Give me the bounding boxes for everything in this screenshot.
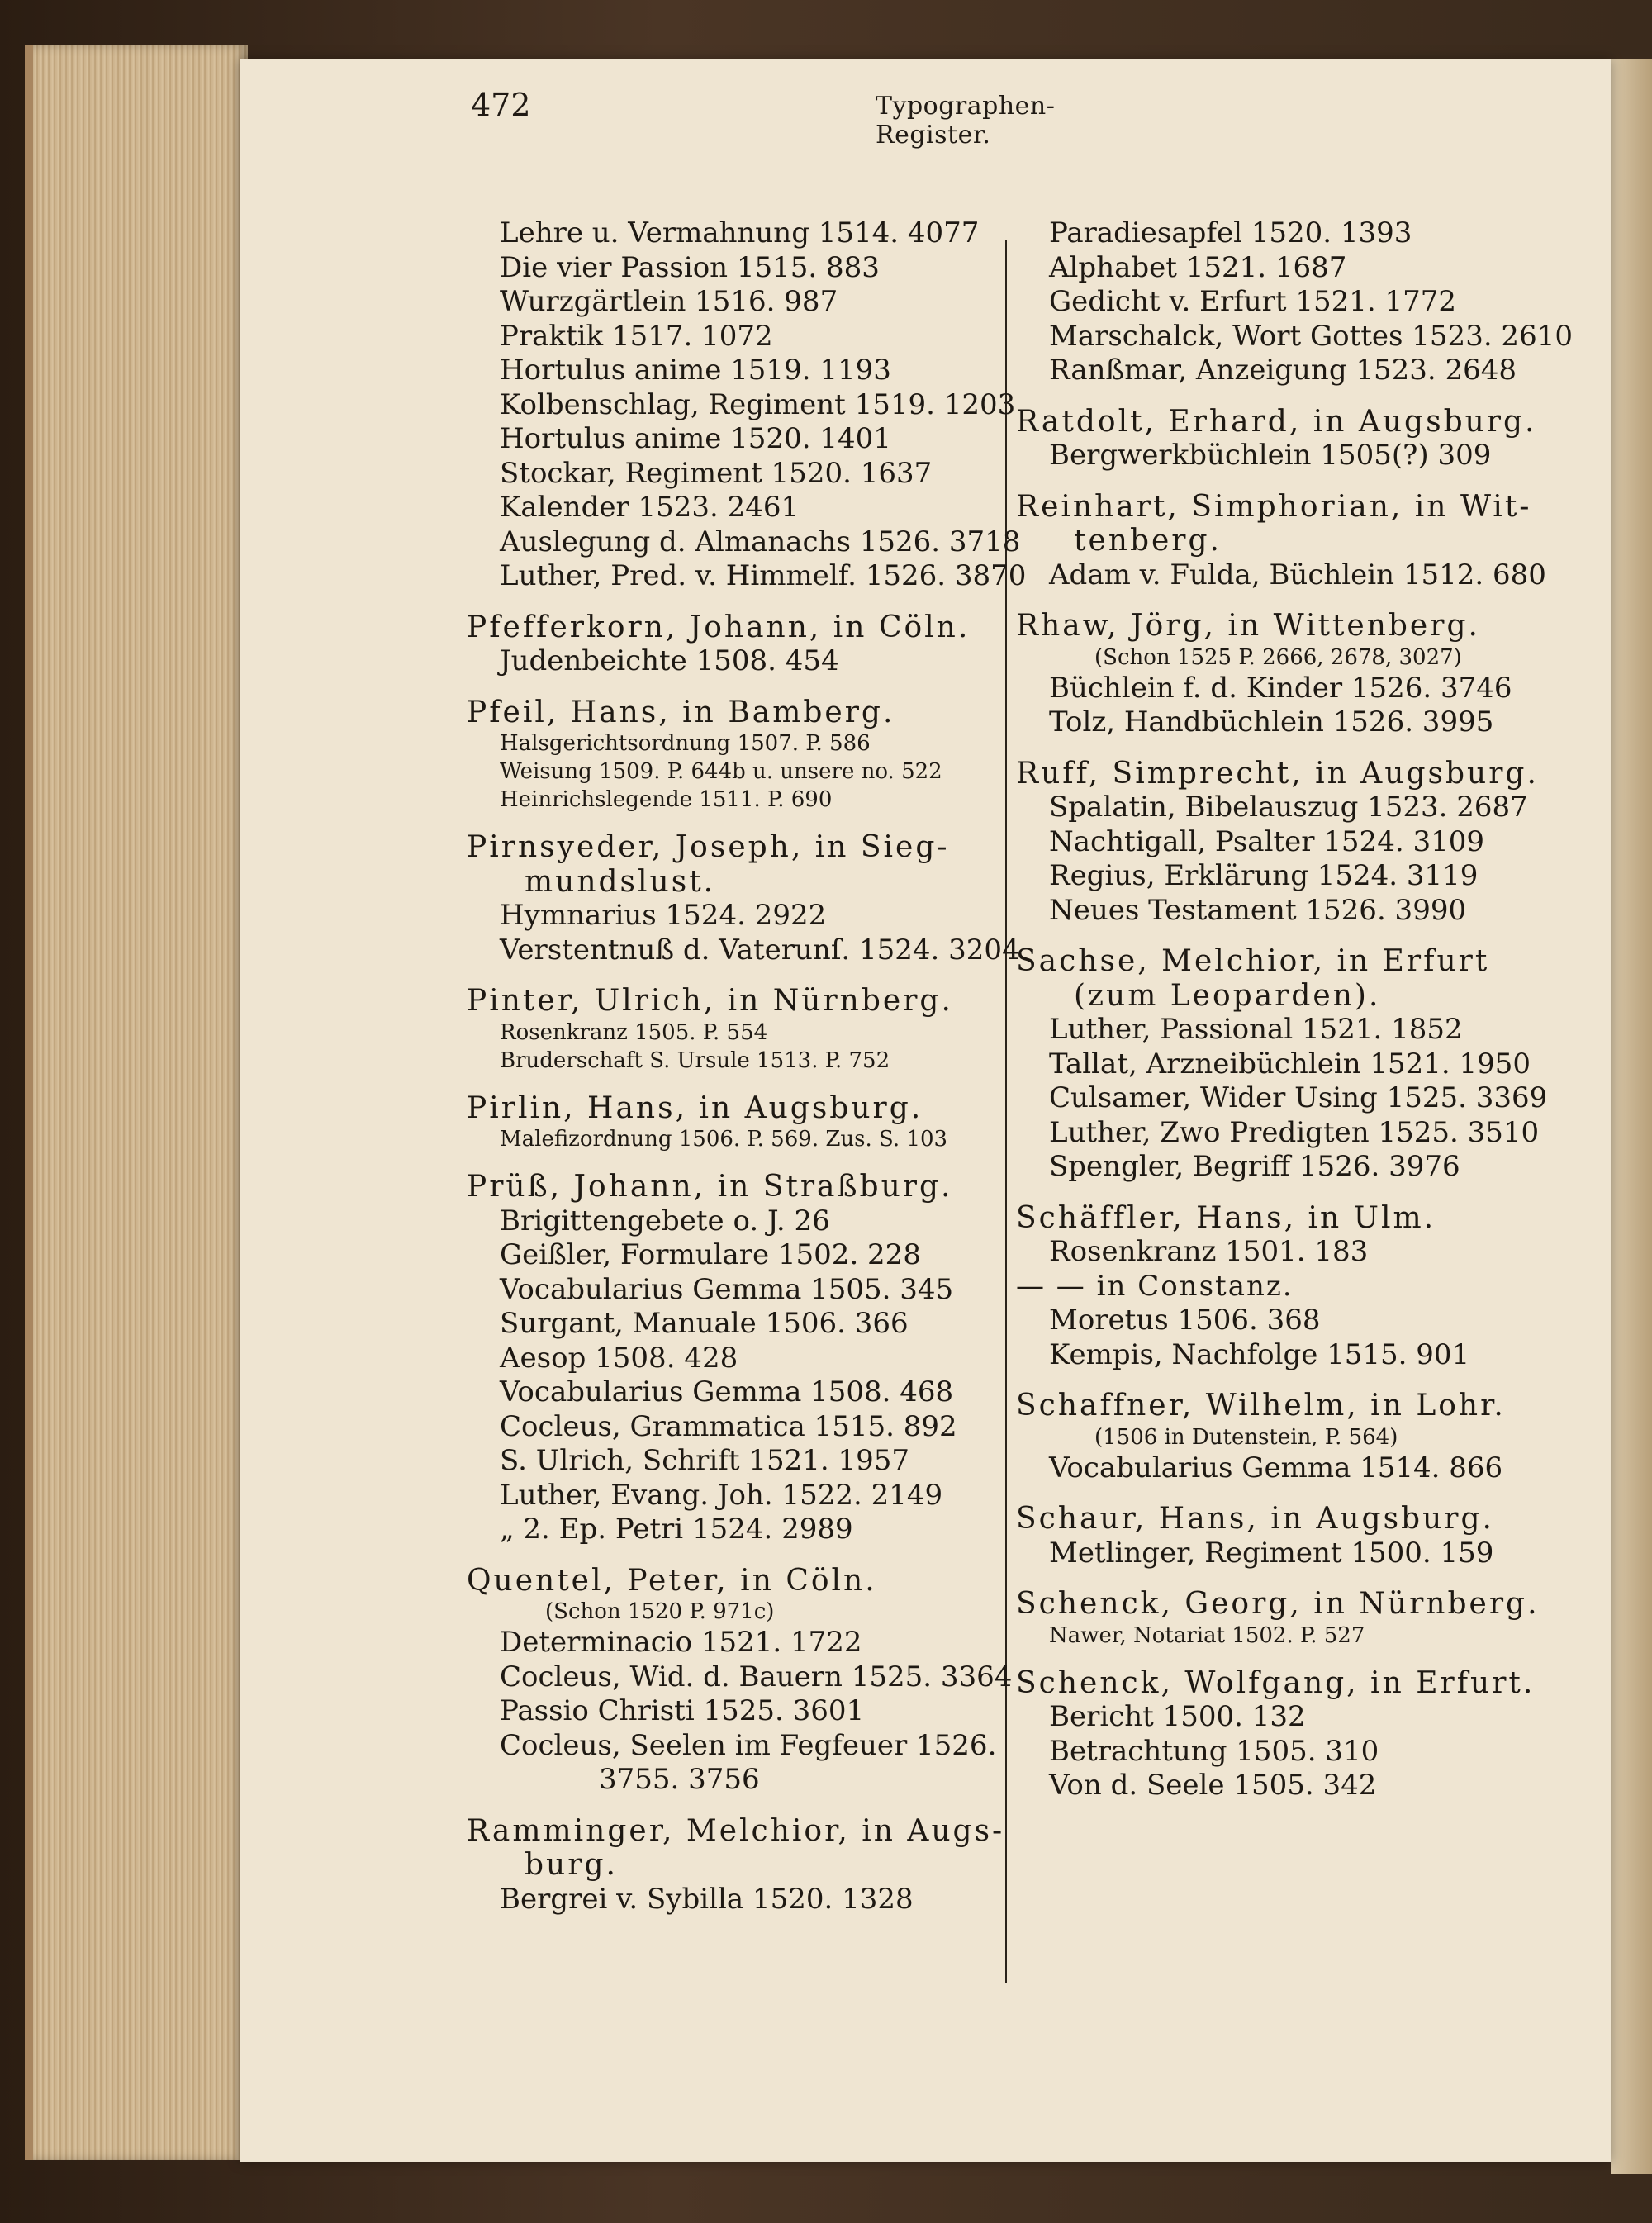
printer-heading: Ruff, Simprecht, in Augsburg. <box>1016 756 1539 791</box>
printer-heading: Ratdolt, Erhard, in Augsburg. <box>1016 404 1537 439</box>
entry-pinter <box>467 984 1012 1075</box>
work-line: Alphabet 1521. 1687 <box>1049 250 1347 284</box>
reference-note: Nawer, Notariat 1502. P. 527 <box>1049 1622 1365 1648</box>
printer-heading: Pfeil, Hans, in Bamberg. <box>467 695 895 729</box>
work-line: S. Ulrich, Schrift 1521. 1957 <box>500 1444 909 1477</box>
work-line: Wurzgärtlein 1516. 987 <box>500 285 838 318</box>
printer-heading-continued: (zum Leoparden). <box>1074 978 1381 1013</box>
entry-schaur <box>1016 1502 1594 1570</box>
work-line: Metlinger, Regiment 1500. 159 <box>1049 1536 1494 1570</box>
work-line: Kolbenschlag, Regiment 1519. 1203 <box>500 387 1016 421</box>
entry-pirnsyeder <box>467 830 1020 967</box>
work-line: Hortulus anime 1520. 1401 <box>500 422 891 455</box>
work-line: Vocabularius Gemma 1514. 866 <box>1049 1451 1503 1484</box>
entry-continued-works <box>1016 216 1594 388</box>
work-line: Praktik 1517. 1072 <box>500 319 773 353</box>
work-line: Cocleus, Wid. d. Bauern 1525. 3364 <box>500 1660 1013 1693</box>
printer-heading: Ramminger, Melchior, in Augs- <box>467 1813 1005 1848</box>
entry-reinhart <box>1016 490 1594 593</box>
printer-heading: Rhaw, Jörg, in Wittenberg. <box>1016 609 1480 643</box>
printer-heading: Schenck, Georg, in Nürnberg. <box>1016 1587 1540 1621</box>
work-line: Nachtigall, Psalter 1524. 3109 <box>1049 824 1484 858</box>
work-line: Gedicht v. Erfurt 1521. 1772 <box>1049 285 1457 318</box>
page-number: 472 <box>471 87 531 123</box>
reference-note: Heinrichslegende 1511. P. 690 <box>500 787 833 812</box>
work-line: Die vier Passion 1515. 883 <box>500 250 880 284</box>
work-line: Luther, Pred. v. Himmelf. 1526. 3870 <box>500 559 1027 592</box>
work-line: Verstentnuß d. Vaterunſ. 1524. 3204 <box>500 933 1020 967</box>
work-line: Vocabularius Gemma 1505. 345 <box>500 1272 954 1306</box>
printer-heading: Pinter, Ulrich, in Nürnberg. <box>467 984 953 1018</box>
printer-heading: Pirlin, Hans, in Augsburg. <box>467 1090 923 1125</box>
work-line: Adam v. Fulda, Büchlein 1512. 680 <box>1049 558 1546 591</box>
entry-pfefferkorn <box>467 610 1012 679</box>
printer-heading: Pfefferkorn, Johann, in Cöln. <box>467 610 971 644</box>
printer-heading: Prüß, Johann, in Straßburg. <box>467 1170 953 1204</box>
entry-continued-works <box>467 216 1027 594</box>
entry-schaffner <box>1016 1389 1594 1485</box>
reference-note: (Schon 1520 P. 971c) <box>545 1599 775 1624</box>
entry-ramminger <box>467 1814 1012 1917</box>
work-line: Bergrei v. Sybilla 1520. 1328 <box>500 1882 914 1916</box>
printer-heading-continued: burg. <box>525 1848 618 1882</box>
reference-note: (1506 in Dutenstein, P. 564) <box>1094 1424 1398 1450</box>
entry-pirlin <box>467 1091 1012 1154</box>
work-line: Cocleus, Seelen im Fegfeuer 1526. <box>500 1728 997 1762</box>
work-line: Regius, Erklärung 1524. 3119 <box>1049 859 1479 892</box>
reference-note: Bruderschaft S. Ursule 1513. P. 752 <box>500 1047 890 1073</box>
printer-heading: Schäffler, Hans, in Ulm. <box>1016 1200 1436 1235</box>
printer-heading: Pirnsyeder, Joseph, in Sieg- <box>467 830 950 864</box>
work-line: Bericht 1500. 132 <box>1049 1700 1306 1733</box>
work-line: Culsamer, Wider Using 1525. 3369 <box>1049 1081 1548 1114</box>
book-page-edges <box>25 45 248 2160</box>
work-line: Lehre u. Vermahnung 1514. 4077 <box>500 216 980 249</box>
work-line: Hymnarius 1524. 2922 <box>500 899 827 932</box>
work-line: Büchlein f. d. Kinder 1526. 3746 <box>1049 671 1512 705</box>
reference-note: Malefizordnung 1506. P. 569. Zus. S. 103 <box>500 1127 948 1152</box>
entry-ratdolt <box>1016 405 1594 473</box>
printer-heading: Reinhart, Simphorian, in Wit- <box>1016 489 1532 524</box>
work-line-continued: 3755. 3756 <box>599 1763 760 1796</box>
entry-schenck-wolfgang <box>1016 1666 1594 1803</box>
printer-heading-continued: mundslust. <box>525 864 716 899</box>
printer-heading-continued: tenberg. <box>1074 524 1222 558</box>
work-line: Aesop 1508. 428 <box>500 1341 738 1375</box>
facing-page-edge <box>1611 59 1652 2174</box>
entry-schenck-georg <box>1016 1587 1594 1650</box>
printer-heading: Schenck, Wolfgang, in Erfurt. <box>1016 1665 1536 1700</box>
entry-pruss <box>467 1170 1012 1547</box>
work-line: Tallat, Arzneibüchlein 1521. 1950 <box>1049 1047 1531 1081</box>
work-line: Betrachtung 1505. 310 <box>1049 1734 1379 1768</box>
work-line: Von d. Seele 1505. 342 <box>1049 1769 1377 1802</box>
work-line: Bergwerkbüchlein 1505(?) 309 <box>1049 439 1492 472</box>
reference-note: Halsgerichtsordnung 1507. P. 586 <box>500 731 871 756</box>
printer-heading: Sachse, Melchior, in Erfurt <box>1016 944 1490 978</box>
entry-pfeil <box>467 696 1012 815</box>
left-column <box>467 216 1027 1933</box>
work-line: Cocleus, Grammatica 1515. 892 <box>500 1409 957 1443</box>
work-line: Luther, Evang. Joh. 1522. 2149 <box>500 1478 943 1512</box>
printer-heading: Schaur, Hans, in Augsburg. <box>1016 1502 1494 1536</box>
work-line: Marschalck, Wort Gottes 1523. 2610 <box>1049 319 1573 353</box>
work-line: Kalender 1523. 2461 <box>500 491 800 524</box>
work-line: Tolz, Handbüchlein 1526. 3995 <box>1049 705 1494 739</box>
work-line: Spalatin, Bibelauszug 1523. 2687 <box>1049 791 1528 824</box>
entry-schaeffler <box>1016 1201 1594 1373</box>
work-line: Rosenkranz 1501. 183 <box>1049 1235 1369 1268</box>
work-line: Moretus 1506. 368 <box>1049 1304 1321 1337</box>
work-line: Auslegung d. Almanachs 1526. 3718 <box>500 525 1021 558</box>
page-header <box>471 87 1123 153</box>
work-line: Stockar, Regiment 1520. 1637 <box>500 456 933 490</box>
work-line: Brigittengebete o. J. 26 <box>500 1204 830 1237</box>
running-title: Typographen-Register. <box>876 92 1056 150</box>
reference-note: (Schon 1525 P. 2666, 2678, 3027) <box>1094 644 1462 670</box>
entry-sachse <box>1016 944 1594 1185</box>
work-line: Luther, Zwo Predigten 1525. 3510 <box>1049 1115 1540 1149</box>
printer-heading: Schaffner, Wilhelm, in Lohr. <box>1016 1389 1506 1423</box>
reference-note: Weisung 1509. P. 644b u. unsere no. 522 <box>500 759 942 784</box>
work-line: Kempis, Nachfolge 1515. 901 <box>1049 1337 1470 1371</box>
work-line: Paradiesapfel 1520. 1393 <box>1049 216 1412 249</box>
work-line-ditto: „ 2. Ep. Petri 1524. 2989 <box>500 1513 853 1546</box>
right-column <box>1016 216 1594 1803</box>
work-line: Vocabularius Gemma 1508. 468 <box>500 1375 954 1408</box>
work-line: Spengler, Begriff 1526. 3976 <box>1049 1150 1460 1183</box>
reference-note: Rosenkranz 1505. P. 554 <box>500 1019 768 1045</box>
work-line: Hortulus anime 1519. 1193 <box>500 354 891 387</box>
entry-quentel <box>467 1564 1012 1798</box>
work-line: Geißler, Formulare 1502. 228 <box>500 1238 921 1271</box>
work-line: Luther, Passional 1521. 1852 <box>1049 1013 1463 1046</box>
entry-ruff <box>1016 757 1594 929</box>
work-line: Neues Testament 1526. 3990 <box>1049 893 1467 927</box>
work-line: Passio Christi 1525. 3601 <box>500 1694 865 1727</box>
work-line: Ranßmar, Anzeigung 1523. 2648 <box>1049 354 1517 387</box>
sub-place-heading: — — in Constanz. <box>1016 1269 1294 1303</box>
printer-heading: Quentel, Peter, in Cöln. <box>467 1563 877 1598</box>
entry-rhaw <box>1016 609 1594 740</box>
work-line: Judenbeichte 1508. 454 <box>500 644 839 677</box>
work-line: Determinacio 1521. 1722 <box>500 1626 862 1659</box>
work-line: Surgant, Manuale 1506. 366 <box>500 1307 909 1340</box>
